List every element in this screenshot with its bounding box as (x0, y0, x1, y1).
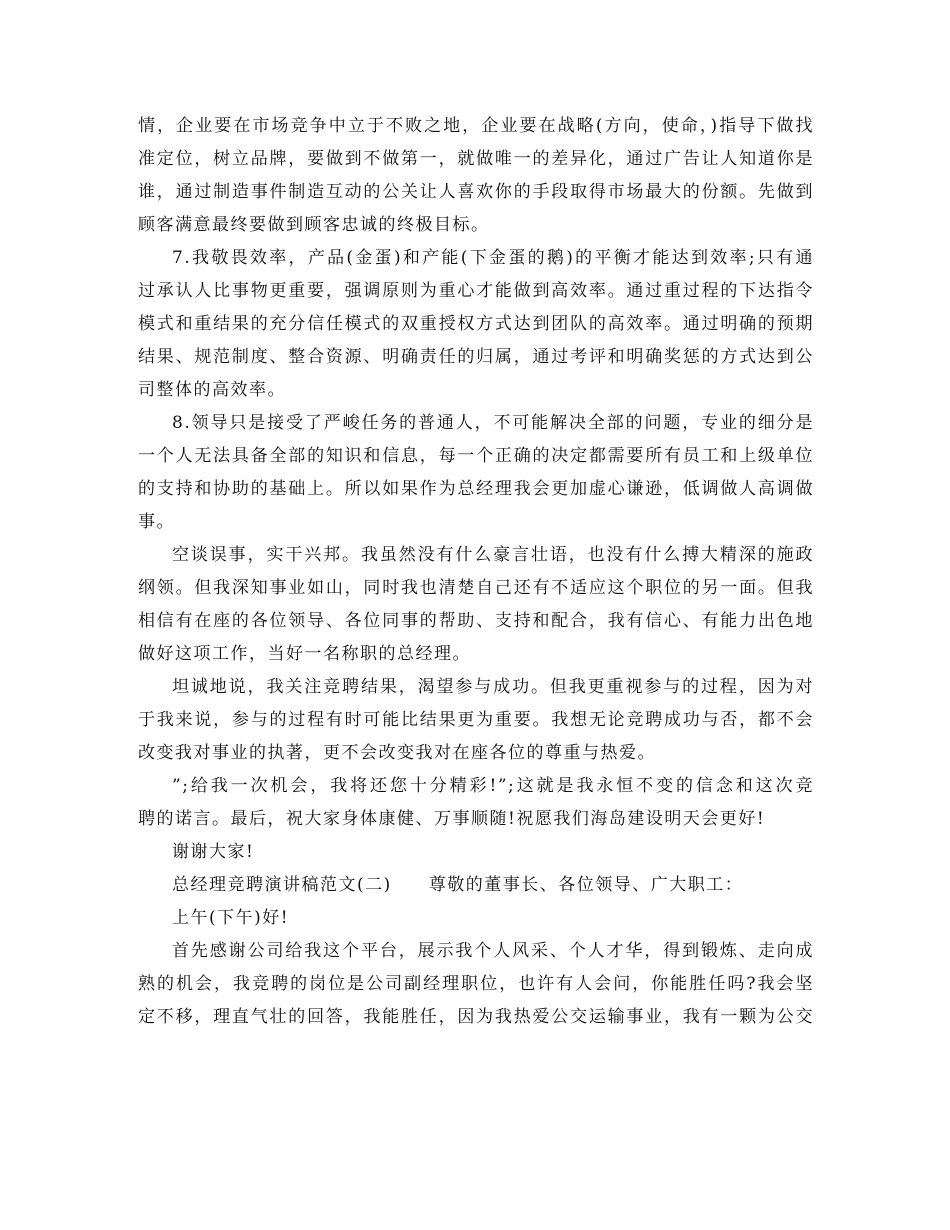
text-line: 于我来说，参与的过程有时可能比结果更为重要。我想无论竞聘成功与否，都不会 (138, 710, 814, 730)
text-line: 8.领导只是接受了严峻任务的普通人，不可能解决全部的问题，专业的细分是 (172, 413, 814, 433)
text-line: ”;给我一次机会，我将还您十分精彩!”;这就是我永恒不变的信念和这次竞 (172, 776, 814, 796)
text-line: 做好这项工作，当好一名称职的总经理。 (138, 644, 471, 664)
text-line: 7.我敬畏效率，产品(金蛋)和产能(下金蛋的鹅)的平衡才能达到效率;只有通 (172, 248, 814, 268)
text-line: 首先感谢公司给我这个平台，展示我个人风采、个人才华，得到锻炼、走向成 (172, 941, 814, 961)
text-line: 纲领。但我深知事业如山，同时我也清楚自己还有不适应这个职位的另一面。但我 (138, 578, 814, 598)
text-line: 情，企业要在市场竞争中立于不败之地，企业要在战略(方向，使命，)指导下做找 (138, 116, 814, 136)
text-line: 顾客满意最终要做到顾客忠诚的终极目标。 (138, 215, 490, 235)
text-line: 结果、规范制度、整合资源、明确责任的归属，通过考评和明确奖惩的方式达到公 (138, 347, 814, 367)
text-line: 谁，通过制造事件制造互动的公关让人喜欢你的手段取得市场最大的份额。先做到 (138, 182, 814, 202)
text-line: 上午(下午)好! (172, 908, 290, 928)
text-line: 准定位，树立品牌，要做到不做第一，就做唯一的差异化，通过广告让人知道你是 (138, 149, 814, 169)
text-line: 熟的机会，我竞聘的岗位是公司副经理职位，也许有人会问，你能胜任吗?我会坚 (138, 974, 814, 994)
text-line: 空谈误事，实干兴邦。我虽然没有什么豪言壮语，也没有什么搏大精深的施政 (172, 545, 814, 565)
text-line: 谢谢大家! (172, 842, 255, 862)
text-line: 聘的诺言。最后，祝大家身体康健、万事顺随!祝愿我们海岛建设明天会更好! (138, 809, 766, 829)
text-line: 定不移，理直气壮的回答，我能胜任，因为我热爱公交运输事业，我有一颗为公交 (138, 1007, 814, 1027)
text-line: 司整体的高效率。 (138, 380, 286, 400)
section-heading: 总经理竞聘演讲稿范文(二) 尊敬的董事长、各位领导、广大职工： (172, 875, 744, 895)
text-line: 一个人无法具备全部的知识和信息，每一个正确的决定都需要所有员工和上级单位 (138, 446, 814, 466)
text-line: 相信有在座的各位领导、各位同事的帮助、支持和配合，我有信心、有能力出色地 (138, 611, 814, 631)
text-line: 坦诚地说，我关注竞聘结果，渴望参与成功。但我更重视参与的过程，因为对 (172, 677, 814, 697)
text-line: 模式和重结果的充分信任模式的双重授权方式达到团队的高效率。通过明确的预期 (138, 314, 814, 334)
text-line: 过承认人比事物更重要，强调原则为重心才能做到高效率。通过重过程的下达指令 (138, 281, 814, 301)
text-line: 改变我对事业的执著，更不会改变我对在座各位的尊重与热爱。 (138, 743, 656, 763)
text-line: 的支持和协助的基础上。所以如果作为总经理我会更加虚心谦逊，低调做人高调做 (138, 479, 814, 499)
text-line: 事。 (138, 512, 175, 532)
